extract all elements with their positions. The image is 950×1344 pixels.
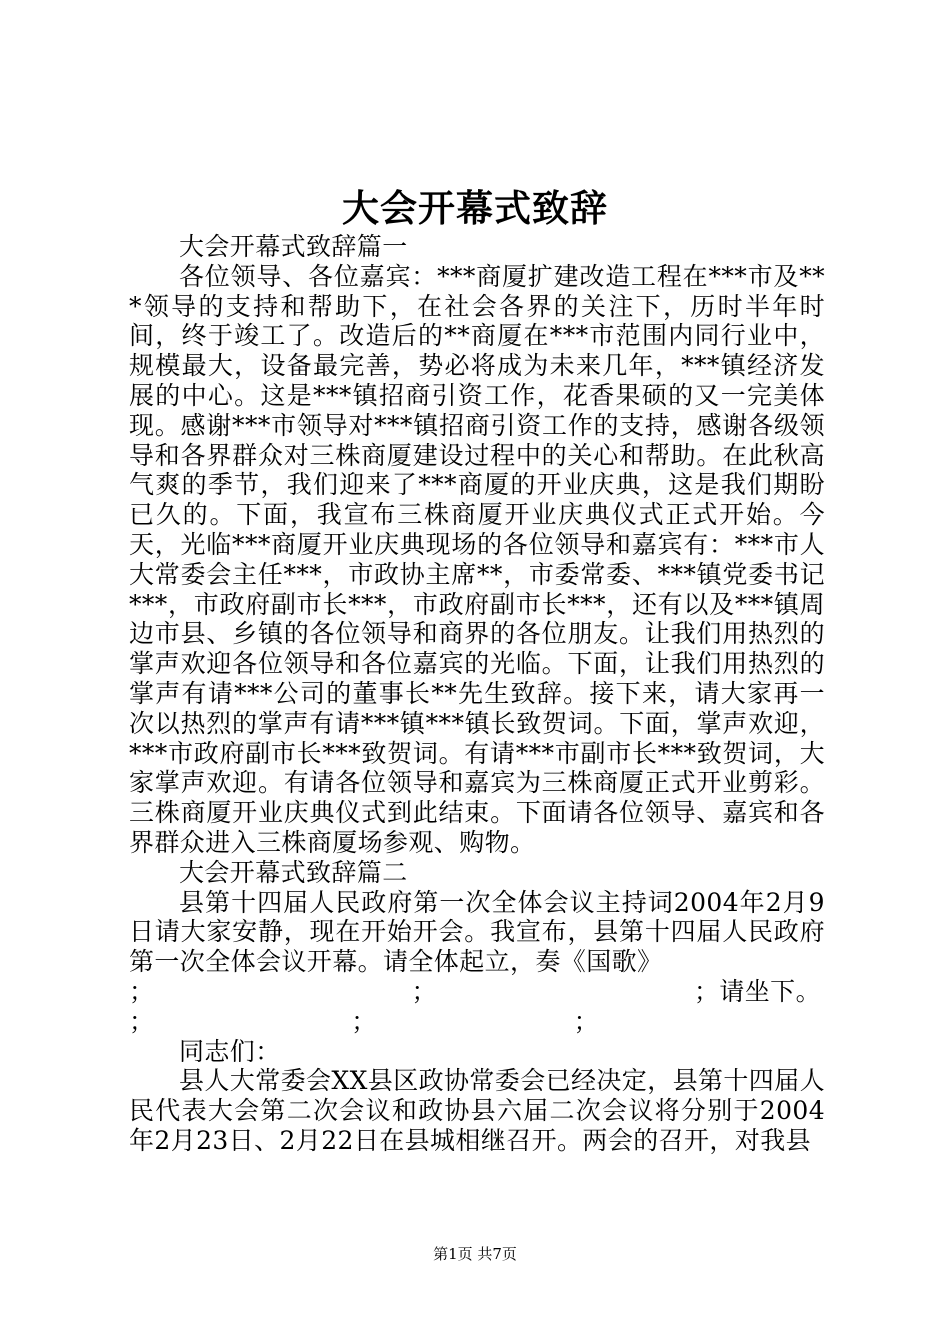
paragraph-two: 县第十四届人民政府第一次全体会议主持词2004年2月9日请大家安静，现在开始开会。我宣布，县第十四届人民政府第一次全体会议开幕。请全体起立，奏《国歌》: [129, 887, 825, 977]
semicolon-row-two: [129, 1007, 599, 1037]
page-footer: 第1页 共7页: [433, 1245, 517, 1263]
semicolon-mark: ；: [351, 1006, 377, 1036]
semicolon-row-one: [129, 977, 825, 1007]
semicolon-mark: ；: [129, 976, 155, 1006]
section-heading-one: 大会开幕式致辞篇一: [179, 232, 408, 261]
semicolon-mark: ；: [411, 976, 437, 1006]
greeting-line: 同志们：: [179, 1036, 281, 1066]
please-sit-text: ；请坐下。: [693, 976, 821, 1006]
semicolon-mark: ；: [129, 1006, 155, 1036]
paragraph-three: 县人大常委会XX县区政协常委会已经决定，县第十四届人民代表大会第二次会议和政协县六届二次会议将分别于2004年2月23日、2月22日在县城相继召开。两会的召开，对我县: [129, 1066, 825, 1155]
document-body: [129, 232, 825, 1156]
semicolon-mark: ；: [573, 1006, 599, 1036]
section-heading-two: 大会开幕式致辞篇二: [179, 857, 408, 887]
document-title: 大会开幕式致辞: [342, 186, 608, 230]
paragraph-one: 各位领导、各位嘉宾：***商厦扩建改造工程在***市及***领导的支持和帮助下，在社会各界的关注下，历时半年时间，终于竣工了。改造后的**商厦在***市范围内同行业中，规模最大，设备最完善，势必将成为未来几年，***镇经济发展的中心。这是***镇招商引资工作，花香果硕的又一完美体现。感谢***市领导对***镇招商引资工作的支持，感谢各级领导和各界群众对三株商厦建设过程中的关心和帮助。在此秋高气爽的季节，我们迎来了***商厦的开业庆典，这是我们期盼已久的。下面，我宣布三株商厦开业庆典仪式正式开始。今天，光临***商厦开业庆典现场的各位领导和嘉宾有：***市人大常委会主任***，市政协主席**，市委常委、***镇党委书记***，市政府副市长***，市政府副市长***，还有以及***镇周边市县、乡镇的各位领导和商界的各位朋友。让我们用热烈的掌声欢迎各位领导和各位嘉宾的光临。下面，让我们用热烈的掌声有请***公司的董事长**先生致辞。接下来，请大家再一次以热烈的掌声有请***镇***镇长致贺词。下面，掌声欢迎，***市政府副市长***致贺词。有请***市副市长***致贺词，大家掌声欢迎。有请各位领导和嘉宾为三株商厦正式开业剪彩。三株商厦开业庆典仪式到此结束。下面请各位领导、嘉宾和各界群众进入三株商厦场参观、购物。: [129, 261, 825, 857]
